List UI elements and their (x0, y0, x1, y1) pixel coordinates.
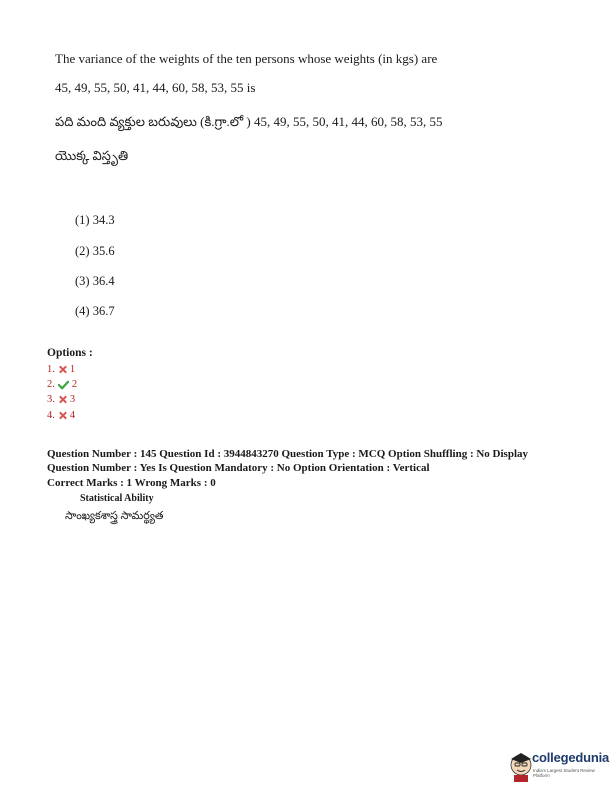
question-english-line-2: 45, 49, 55, 50, 41, 44, 60, 58, 53, 55 is (55, 80, 256, 95)
option-value: 4 (69, 410, 76, 421)
option-value: 3 (69, 394, 76, 405)
question-meta-line-2: Question Number : Yes Is Question Mandatory : No Option Orientation : Vertical (47, 462, 430, 474)
cross-icon (58, 395, 67, 404)
option-value: 2 (71, 379, 78, 390)
logo-tagline: India's Largest Student Review Platform (533, 768, 595, 778)
section-title-english: Statistical Ability (80, 493, 154, 504)
option-item (47, 379, 77, 390)
checkmark-icon (58, 380, 69, 390)
option-number: 4. (47, 410, 55, 421)
option-item (47, 364, 75, 375)
option-value: 1 (69, 364, 76, 375)
question-telugu-line-2: యొక్క విస్తృతి (55, 148, 129, 163)
option-number: 2. (47, 379, 55, 390)
choice-1: (1) 34.3 (75, 213, 115, 227)
question-telugu-line-1: పది మంది వ్యక్తుల బరువులు (కి.గ్రా.లో ) 45, 49, 55, 50, 41, 44, 60, 58, 53, 55 (55, 114, 443, 129)
question-english-line-1: The variance of the weights of the ten persons whose weights (in kgs) are (55, 51, 438, 66)
option-item (47, 394, 75, 405)
option-number: 1. (47, 364, 55, 375)
cross-icon (58, 365, 67, 374)
section-title-telugu: సాంఖ్యకశాస్త్ర సామర్థ్యత (65, 510, 164, 522)
option-item (47, 410, 75, 421)
options-heading: Options : (47, 347, 93, 359)
question-meta-line-1: Question Number : 145 Question Id : 3944843270 Question Type : MCQ Option Shuffling : No Display (47, 448, 529, 460)
choice-2: (2) 35.6 (75, 244, 115, 258)
cross-icon (58, 411, 67, 420)
choice-3: (3) 36.4 (75, 274, 115, 288)
option-number: 3. (47, 394, 55, 405)
marks-line: Correct Marks : 1 Wrong Marks : 0 (47, 477, 216, 489)
choice-4: (4) 36.7 (75, 304, 115, 318)
logo-wordmark: collegedunia (532, 750, 610, 765)
